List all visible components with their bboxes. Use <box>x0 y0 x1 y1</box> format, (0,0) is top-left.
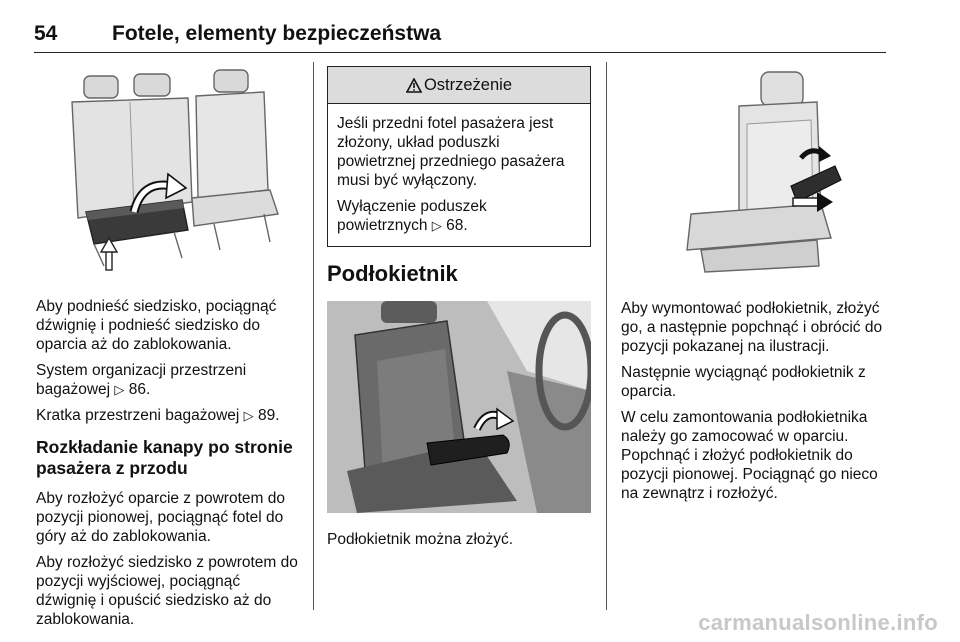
warning-paragraph: Jeśli przedni fotel pasażera jest złożony, układ poduszki powietrznej przedniego pasażera musi być wyłączony. <box>337 115 565 189</box>
page-number: 54 <box>34 22 58 45</box>
triangle-ref-icon: ▷ <box>431 218 442 233</box>
warning-title: Ostrzeżenie <box>423 75 513 94</box>
page-reference[interactable]: 89. <box>257 407 280 424</box>
column-divider <box>606 62 607 610</box>
page-reference[interactable]: 68. <box>446 217 468 234</box>
paragraph: W celu zamontowania podłokietnika należy go zamocować w oparciu. Popchnąć i złożyć podłokietnik do pozycji pionowej. Pociągnąć go nieco na zewnątrz i rozłożyć. <box>621 409 878 502</box>
triangle-ref-icon: ▷ <box>114 382 125 397</box>
section-heading: Rozkładanie kanapy po stronie pasażera z przodu <box>36 437 293 478</box>
warning-paragraph: Wyłączenie poduszek powietrznych ▷ 68. <box>337 198 487 234</box>
page-title: Fotele, elementy bezpieczeństwa <box>112 22 442 45</box>
paragraph-with-ref: System organizacji przestrzeni bagażowej ▷ 86. <box>36 362 247 398</box>
column-left <box>36 62 298 636</box>
armrest-photo <box>327 301 591 513</box>
watermark: carmanualsonline.info <box>698 610 938 635</box>
page-reference[interactable]: 86. <box>128 381 151 398</box>
column-right <box>621 66 886 510</box>
warning-triangle-icon <box>406 78 422 93</box>
paragraph: Aby wymontować podłokietnik, złożyć go, a następnie popchnąć i obrócić do pozycji pokazanej na ilustracji. <box>621 300 883 355</box>
paragraph: Aby rozłożyć oparcie z powrotem do pozycji pionowej, pociągnąć fotel do góry aż do zablokowania. <box>36 490 285 545</box>
paragraph-with-ref: Kratka przestrzeni bagażowej ▷ 89. <box>36 407 280 424</box>
column-middle <box>327 66 591 556</box>
paragraph: Aby rozłożyć siedzisko z powrotem do pozycji wyjściowej, pociągnąć dźwignię i opuścić siedzisko aż do zablokowania. <box>36 554 298 628</box>
bench-seat-illustration <box>64 62 296 280</box>
paragraph: Aby podnieść siedzisko, pociągnąć dźwignię i podnieść siedzisko do oparcia aż do zablokowania. <box>36 298 277 353</box>
warning-box <box>327 66 591 247</box>
triangle-ref-icon: ▷ <box>243 408 254 423</box>
warning-header <box>328 67 590 104</box>
column-divider <box>313 62 314 610</box>
paragraph: Następnie wyciągnąć podłokietnik z oparcia. <box>621 364 866 400</box>
seat-armrest-removal-illustration <box>621 66 886 274</box>
figure-caption: Podłokietnik można złożyć. <box>327 531 514 548</box>
section-heading: Podłokietnik <box>327 261 458 286</box>
warning-body <box>328 104 590 246</box>
page-header <box>34 22 886 53</box>
